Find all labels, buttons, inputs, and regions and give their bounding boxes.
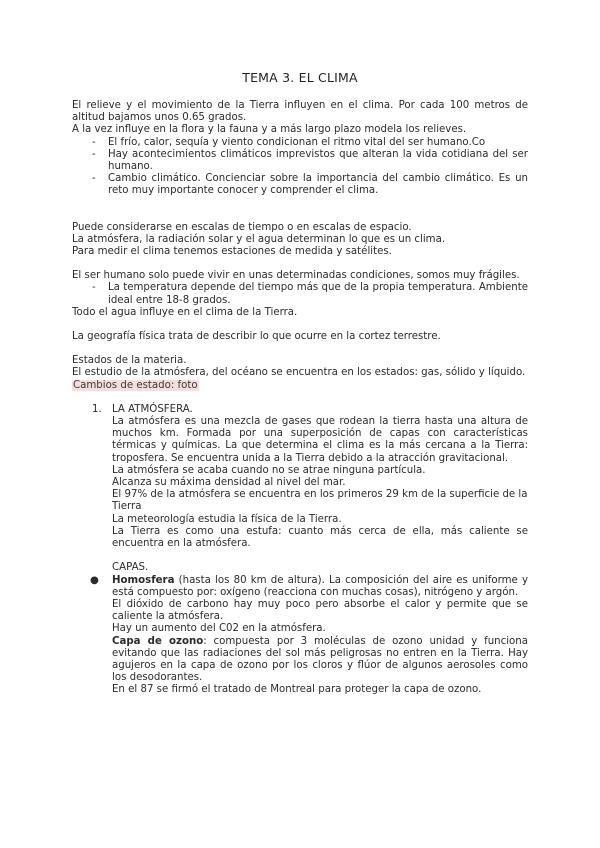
intro-paragraph-2: A la vez influye en la flora y la fauna y a más largo plazo modela los relieves. — [72, 124, 467, 136]
climate-factors-line: La atmósfera, la radiación solar y el agua determinan lo que es un clima. — [72, 233, 446, 245]
homosfera-term: Homosfera — [112, 574, 175, 586]
ozone-term: Capa de ozono — [112, 635, 204, 647]
list-item: - La temperatura depende del tiempo más que de la propia temperatura. Ambiente ideal entre 18-8 grados. — [92, 282, 528, 306]
homosfera-bullet — [72, 575, 528, 697]
montreal-line: En el 87 se firmó el tratado de Montreal para proteger la capa de ozono. — [112, 684, 482, 696]
atmosphere-line: La meteorología estudia la física de la Tierra. — [112, 513, 342, 525]
capas-label: CAPAS. — [112, 562, 149, 574]
water-line: Todo el agua influye en el clima de la Tierra. — [72, 306, 298, 318]
temperature-dash-list — [72, 282, 528, 306]
measurement-line: Para medir el clima tenemos estaciones de medida y satélites. — [72, 246, 392, 258]
homosfera-line: El dióxido de carbono hay muy poco pero absorbe el calor y permite que se caliente la atmósfera. — [112, 598, 528, 623]
bullet-icon: ● — [90, 574, 99, 586]
list-item: - Hay acontecimientos climáticos imprevistos que alteran la vida cotidiana del ser humano. — [92, 149, 528, 173]
homosfera-line: Hay un aumento del C02 en la atmósfera. — [112, 623, 326, 635]
study-states-line: El estudio de la atmósfera, del océano se encuentra en los estados: gas, sólido y líquido. — [72, 367, 526, 379]
document-body — [72, 100, 528, 697]
atmosphere-line: Alcanza su máxima densidad al nivel del mar. — [112, 477, 346, 489]
scale-line: Puede considerarse en escalas de tiempo o en escalas de espacio. — [72, 221, 412, 233]
intro-dash-list — [72, 137, 528, 198]
ozone-text: : compuesta por 3 moléculas de ozono unidad y funciona evitando que las radiaciones del sol más peligrosas no entren en la Tierra. Hay agujeros en la capa de ozono por los cloros y flúor de algunos aerosoles como los desodorantes. — [112, 635, 528, 684]
atmosphere-line: La atmósfera se acaba cuando no se atrae ninguna partícula. — [112, 464, 426, 476]
intro-paragraph-1: El relieve y el movimiento de la Tierra influyen en el clima. Por cada 100 metros de altitud bajamos unos 0.65 grados. — [72, 100, 528, 124]
highlighted-note: Cambios de estado: foto — [73, 379, 198, 391]
atmosphere-line: El 97% de la atmósfera se encuentra en los primeros 29 km de la superficie de la Tierra — [112, 489, 528, 513]
atmosphere-line: La Tierra es como una estufa: cuanto más cerca de ella, más caliente se encuentra en la atmósfera. — [112, 525, 528, 550]
section-atmosphere — [72, 404, 528, 697]
list-item: - Cambio climático. Concienciar sobre la importancia del cambio climático. Es un reto muy importante conocer y comprender el clima. — [92, 173, 528, 197]
states-of-matter-line: Estados de la materia. — [72, 355, 187, 367]
physical-geography-line: La geografía física trata de describir lo que ocurre en la cortez terrestre. — [72, 331, 441, 343]
homosfera-text: (hasta los 80 km de altura). La composición del aire es uniforme y está compuesto por: oxígeno (reacciona con muchas cosas), nitrógeno y argón. — [112, 574, 528, 598]
atmosphere-description: La atmósfera es una mezcla de gases que rodean la tierra hasta una altura de muchos km. Formada por una superposición de capas con características térmicas y químicas. La que determina el clima es la más cercana a la Tierra: troposfera. Se encuentra unida a la Tierra debido a la atracción gravitacional. — [112, 416, 528, 464]
list-item: - El frío, calor, sequía y viento condicionan el ritmo vital del ser humano.Co — [92, 137, 528, 149]
section-heading: LA ATMÓSFERA. — [112, 403, 193, 415]
page-title: TEMA 3. EL CLIMA — [242, 70, 358, 85]
section-number: 1. — [92, 403, 102, 415]
human-conditions-paragraph: El ser humano solo puede vivir en unas determinadas condiciones, somos muy frágiles. — [72, 270, 520, 282]
